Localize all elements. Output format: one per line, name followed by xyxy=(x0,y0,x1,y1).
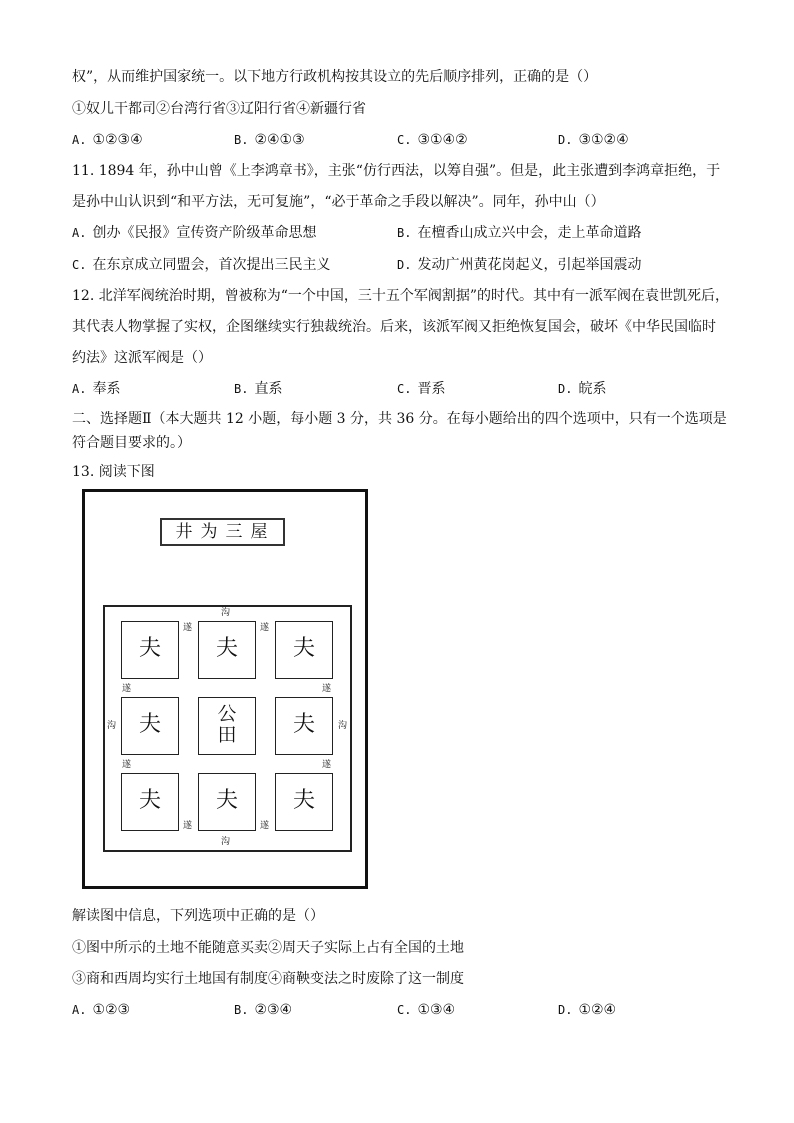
sui-label: 遂 xyxy=(322,684,332,694)
q10-items: ①奴儿干都司②台湾行省③辽阳行省④新疆行省 xyxy=(72,101,366,117)
q13-statements-2: ③商和西周均实行土地国有制度④商鞅变法之时废除了这一制度 xyxy=(72,971,464,987)
q10-option-b[interactable]: B. ②④①③ xyxy=(234,132,305,148)
plot-fu: 夫 xyxy=(275,773,333,831)
q13-statements-1: ①图中所示的土地不能随意买卖②周天子实际上占有全国的土地 xyxy=(72,940,464,956)
gongtian-char-1: 公 xyxy=(217,703,237,725)
sui-label: 遂 xyxy=(122,684,132,694)
q12-option-a[interactable]: A. 奉系 xyxy=(72,381,121,397)
gou-label: 沟 xyxy=(338,721,348,731)
q11-option-c[interactable]: C. 在东京成立同盟会，首次提出三民主义 xyxy=(72,257,331,273)
plot-gongtian xyxy=(198,697,256,755)
figure-title: 井为三屋 xyxy=(160,518,285,546)
well-field-figure xyxy=(82,489,368,889)
plot-fu: 夫 xyxy=(198,621,256,679)
section-2-heading-line-1: 二、选择题Ⅱ（本大题共 12 小题，每小题 3 分，共 36 分。在每小题给出的四个选项中，只有一个选项是 xyxy=(72,411,727,427)
q13-stem: 解读图中信息，下列选项中正确的是（） xyxy=(72,908,324,924)
field-boundary xyxy=(103,605,352,852)
plot-fu: 夫 xyxy=(275,697,333,755)
q10-option-c[interactable]: C. ③①④② xyxy=(397,132,468,148)
plot-fu: 夫 xyxy=(121,621,179,679)
plot-fu: 夫 xyxy=(275,621,333,679)
sui-label: 遂 xyxy=(322,760,332,770)
sui-label: 遂 xyxy=(260,623,270,633)
q10-stem-line: 权”，从而维护国家统一。以下地方行政机构按其设立的先后顺序排列，正确的是（） xyxy=(72,69,598,85)
gou-label: 沟 xyxy=(107,721,117,731)
q12-option-d[interactable]: D. 皖系 xyxy=(558,381,607,397)
q11-option-d[interactable]: D. 发动广州黄花岗起义，引起举国震动 xyxy=(397,257,642,273)
q11-stem-line-2: 是孙中山认识到“和平方法，无可复施”，“必于革命之手段以解决”。同年，孙中山（） xyxy=(72,194,605,210)
gongtian-char-2: 田 xyxy=(217,724,237,746)
q12-stem-line-3: 约法》这派军阀是（） xyxy=(72,350,212,366)
q12-stem-line-1: 12. 北洋军阀统治时期，曾被称为“一个中国，三十五个军阀割据”的时代。其中有一派军阀在袁世凯死后， xyxy=(72,288,730,304)
section-2-heading-line-2: 符合题目要求的。） xyxy=(72,435,191,451)
q13-option-c[interactable]: C. ①③④ xyxy=(397,1002,456,1018)
sui-label: 遂 xyxy=(260,821,270,831)
sui-label: 遂 xyxy=(183,821,193,831)
plot-fu: 夫 xyxy=(121,697,179,755)
plot-fu: 夫 xyxy=(198,773,256,831)
q13-option-d[interactable]: D. ①②④ xyxy=(558,1002,617,1018)
q11-option-a[interactable]: A. 创办《民报》宣传资产阶级革命思想 xyxy=(72,225,317,241)
q13-option-b[interactable]: B. ②③④ xyxy=(234,1002,293,1018)
q11-stem-line-1: 11. 1894 年，孙中山曾《上李鸿章书》，主张“仿行西法，以筹自强”。但是，此主张遭到李鸿章拒绝，于 xyxy=(72,163,721,179)
q10-option-a[interactable]: A. ①②③④ xyxy=(72,132,143,148)
gou-label: 沟 xyxy=(221,837,231,847)
q13-prompt: 13. 阅读下图 xyxy=(72,464,155,480)
gou-label: 沟 xyxy=(221,608,231,618)
q10-option-d[interactable]: D. ③①②④ xyxy=(558,132,629,148)
sui-label: 遂 xyxy=(122,760,132,770)
q11-option-b[interactable]: B. 在檀香山成立兴中会，走上革命道路 xyxy=(397,225,642,241)
q12-option-c[interactable]: C. 晋系 xyxy=(397,381,446,397)
plot-fu: 夫 xyxy=(121,773,179,831)
q12-stem-line-2: 其代表人物掌握了实权，企图继续实行独裁统治。后来，该派军阀又拒绝恢复国会，破坏《中华民国临时 xyxy=(72,319,716,335)
q12-option-b[interactable]: B. 直系 xyxy=(234,381,283,397)
sui-label: 遂 xyxy=(183,623,193,633)
q13-option-a[interactable]: A. ①②③ xyxy=(72,1002,131,1018)
